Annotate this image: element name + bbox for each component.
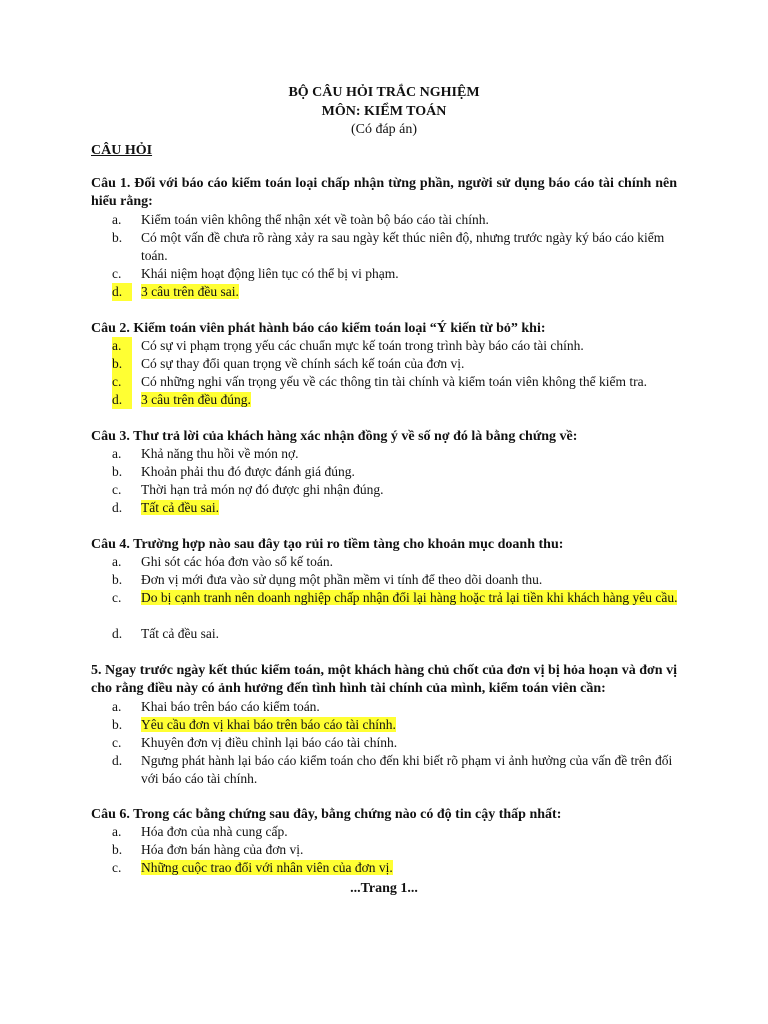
question-5-option-c — [112, 734, 678, 752]
question-2-option-b — [112, 355, 678, 373]
question-4: Câu 4. Trường hợp nào sau đây tạo rủi ro tiềm tàng cho khoản mục doanh thu: — [91, 537, 564, 552]
question-1-option-a — [112, 211, 678, 229]
option-text: Có những nghi vấn trọng yếu về các thông tin tài chính và kiểm toán viên không thể kiểm tra. — [141, 374, 647, 389]
option-text: Có một vấn đề chưa rõ ràng xảy ra sau ngày kết thúc niên độ, nhưng trước ngày ký báo cáo kiểm toán. — [141, 230, 665, 263]
option-text: Có sự vi phạm trọng yếu các chuẩn mực kế toán trong trình bày báo cáo tài chính. — [141, 338, 584, 353]
question-5-option-d — [112, 752, 678, 788]
question-6-option-c — [112, 859, 678, 877]
question-3-option-b — [112, 463, 678, 481]
question-2-option-a — [112, 337, 678, 355]
option-text: Khái niệm hoạt động liên tục có thể bị vi phạm. — [141, 266, 399, 281]
question-6-option-a — [112, 823, 678, 841]
question-4-option-a — [112, 553, 678, 571]
question-5-option-a — [112, 698, 678, 716]
option-label: c. — [112, 266, 122, 281]
highlighted-answer: Yêu cầu đơn vị khai báo trên báo cáo tài chính. — [141, 717, 396, 732]
option-label: b. — [112, 572, 123, 587]
question-5-option-b — [112, 716, 678, 734]
option-text: Đơn vị mới đưa vào sử dụng một phần mềm vi tính để theo dõi doanh thu. — [141, 572, 543, 587]
highlighted-answer: 3 câu trên đều sai. — [141, 284, 239, 299]
question-6: Câu 6. Trong các bằng chứng sau đây, bằng chứng nào có độ tin cậy thấp nhất: — [91, 807, 562, 822]
question-3-option-a — [112, 445, 678, 463]
option-label: b. — [112, 717, 123, 732]
option-label: b. — [112, 230, 123, 245]
option-text: Hóa đơn bán hàng của đơn vị. — [141, 842, 304, 857]
question-4-option-c — [112, 589, 678, 607]
option-label: c. — [112, 860, 122, 875]
option-text: Khuyên đơn vị điều chỉnh lại báo cáo tài chính. — [141, 735, 398, 750]
question-6-option-b — [112, 841, 678, 859]
option-label: a. — [112, 446, 122, 461]
highlighted-answer: Do bị cạnh tranh nên doanh nghiệp chấp nhận đổi lại hàng hoặc trả lại tiền khi khách hàng yêu cầu. — [141, 590, 678, 605]
option-label: a. — [112, 554, 122, 569]
option-label: d. — [112, 500, 123, 515]
answer-note: (Có đáp án) — [350, 122, 418, 137]
option-text: Khoản phải thu đó được đánh giá đúng. — [141, 464, 355, 479]
option-label: d. — [112, 753, 123, 768]
highlighted-answer: Những cuộc trao đổi với nhân viên của đơn vị. — [141, 860, 393, 875]
option-text: Có sự thay đổi quan trọng về chính sách kế toán của đơn vị. — [141, 356, 465, 371]
option-label: b. — [112, 355, 132, 373]
option-text: Ngưng phát hành lại báo cáo kiểm toán cho đến khi biết rõ phạm vi ảnh hưởng của vấn đề trên đối với báo cáo tài chính. — [141, 753, 673, 786]
option-label: a. — [112, 824, 122, 839]
option-label: b. — [112, 842, 123, 857]
option-text: Khả năng thu hồi về món nợ. — [141, 446, 299, 461]
option-label: d. — [112, 626, 123, 641]
option-text: Hóa đơn của nhà cung cấp. — [141, 824, 288, 839]
option-label: a. — [112, 699, 122, 714]
question-2: Câu 2. Kiểm toán viên phát hành báo cáo kiểm toán loại “Ý kiến từ bỏ” khi: — [91, 321, 546, 336]
question-4-option-b — [112, 571, 678, 589]
question-4-option-d — [112, 625, 678, 643]
option-label: a. — [112, 337, 132, 355]
question-1-option-d — [112, 283, 678, 301]
question-3-option-d — [112, 499, 678, 517]
page-footer: ...Trang 1... — [350, 881, 418, 896]
option-label: d. — [112, 283, 132, 301]
section-title: CÂU HỎI — [91, 143, 153, 158]
question-2-option-c — [112, 373, 678, 391]
subject-title: MÔN: KIỂM TOÁN — [321, 104, 447, 119]
option-label: a. — [112, 212, 122, 227]
document-title: BỘ CÂU HỎI TRẮC NGHIỆM — [288, 85, 480, 100]
option-label: c. — [112, 735, 122, 750]
option-label: c. — [112, 482, 122, 497]
question-2-option-d — [112, 391, 678, 409]
question-1-option-c — [112, 265, 678, 283]
question-3-option-c — [112, 481, 678, 499]
option-text: Kiểm toán viên không thể nhận xét về toàn bộ báo cáo tài chính. — [141, 212, 489, 227]
option-label: b. — [112, 464, 123, 479]
question-3: Câu 3. Thư trả lời của khách hàng xác nhận đồng ý về số nợ đó là bằng chứng về: — [91, 429, 578, 444]
option-label: c. — [112, 373, 132, 391]
option-text: Thời hạn trả món nợ đó được ghi nhận đúng. — [141, 482, 384, 497]
option-text: Khai báo trên báo cáo kiểm toán. — [141, 699, 320, 714]
question-5: 5. Ngay trước ngày kết thúc kiểm toán, một khách hàng chủ chốt của đơn vị bị hỏa hoạn và đơn vị cho rằng điều này có ảnh hưởng đến tình hình tài chính của mình, kiểm toán viên cần: — [91, 663, 677, 696]
question-1: Câu 1. Đối với báo cáo kiểm toán loại chấp nhận từng phần, người sử dụng báo cáo tài chính nên hiểu rằng: — [91, 176, 677, 209]
option-label: d. — [112, 391, 132, 409]
option-text: Ghi sót các hóa đơn vào sổ kế toán. — [141, 554, 333, 569]
highlighted-answer: 3 câu trên đều đúng. — [141, 392, 251, 407]
option-text: Tất cả đều sai. — [141, 626, 219, 641]
question-1-option-b — [112, 229, 678, 265]
option-label: c. — [112, 590, 122, 605]
highlighted-answer: Tất cả đều sai. — [141, 500, 219, 515]
